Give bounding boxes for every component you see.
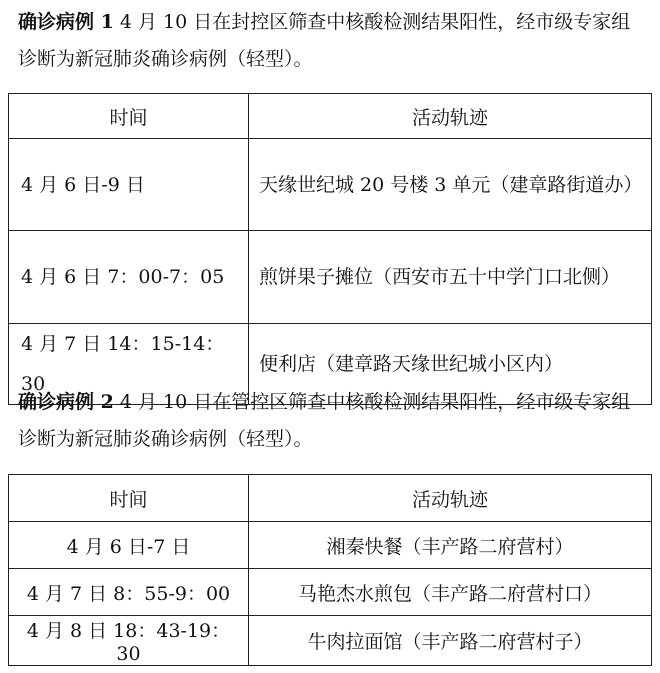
case2-paragraph	[18, 384, 646, 458]
place-cell: 湘秦快餐（丰产路二府营村）	[249, 522, 652, 569]
header-time: 时间	[9, 475, 249, 522]
place-cell: 煎饼果子摊位（西安市五十中学门口北侧）	[249, 231, 652, 324]
place-cell: 天缘世纪城 20 号楼 3 单元（建章路街道办）	[249, 139, 652, 231]
header-track: 活动轨迹	[249, 94, 652, 139]
time-cell: 4 月 7 日 14：15-14：30	[9, 324, 249, 405]
place-cell: 马艳杰水煎包（丰产路二府营村口）	[249, 569, 652, 616]
case2-table	[8, 474, 652, 666]
time-cell: 4 月 6 日-9 日	[9, 139, 249, 231]
place-cell: 牛肉拉面馆（丰产路二府营村子）	[249, 616, 652, 666]
table-row	[9, 522, 652, 569]
table-row	[9, 231, 652, 324]
table-row	[9, 139, 652, 231]
table-row	[9, 616, 652, 666]
time-cell: 4 月 6 日 7：00-7：05	[9, 231, 249, 324]
place-cell: 便利店（建章路天缘世纪城小区内）	[249, 324, 652, 405]
time-cell: 4 月 6 日-7 日	[9, 522, 249, 569]
time-cell: 4 月 8 日 18：43-19：30	[9, 616, 249, 666]
table-header-row	[9, 94, 652, 139]
time-cell: 4 月 7 日 8：55-9：00	[9, 569, 249, 616]
case2-title: 确诊病例 2	[18, 391, 114, 413]
table-header-row	[9, 475, 652, 522]
header-track: 活动轨迹	[249, 475, 652, 522]
case1-paragraph	[18, 4, 646, 78]
case1-text: 4 月 10 日在封控区筛查中核酸检测结果阳性，经市级专家组诊断为新冠肺炎确诊病例（轻型）。	[18, 11, 631, 70]
case1-title: 确诊病例 1	[18, 11, 114, 33]
header-time: 时间	[9, 94, 249, 139]
case2-text: 4 月 10 日在管控区筛查中核酸检测结果阳性，经市级专家组诊断为新冠肺炎确诊病例（轻型）。	[18, 391, 631, 450]
table-row	[9, 569, 652, 616]
case1-table	[8, 93, 652, 405]
